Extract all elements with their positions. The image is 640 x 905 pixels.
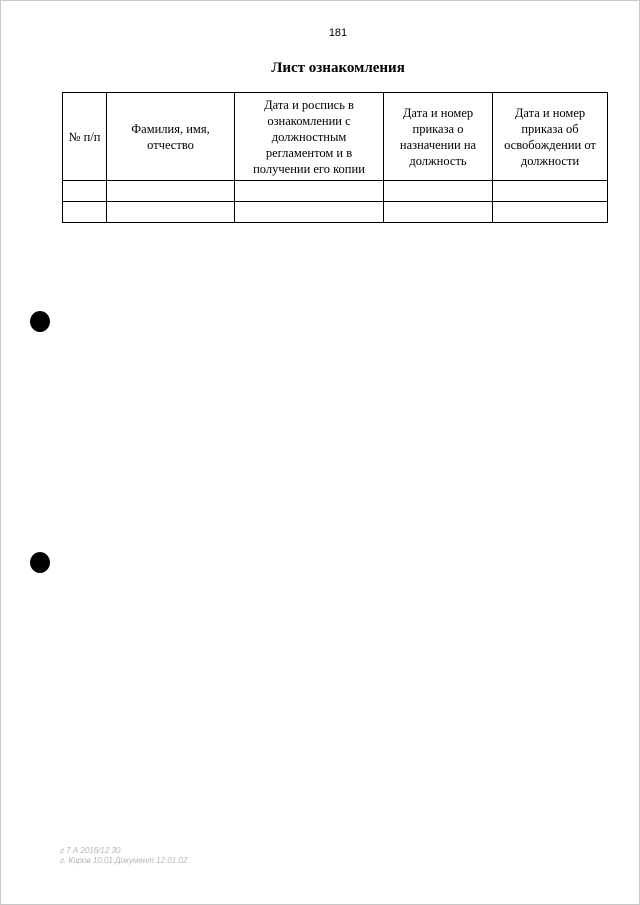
faded-stamp-line-1: г 7 А 2016/12 30 (60, 846, 121, 855)
table-cell[interactable] (235, 181, 384, 202)
table-cell[interactable] (493, 181, 608, 202)
faded-stamp-line-2: г. Киров 10.01.Документ 12.01.02 (60, 856, 188, 865)
header-number: № п/п (63, 93, 107, 181)
table-cell[interactable] (63, 202, 107, 223)
table-cell[interactable] (384, 181, 493, 202)
table-row (63, 181, 608, 202)
header-full-name: Фамилия, имя, отчество (107, 93, 235, 181)
table-cell[interactable] (63, 181, 107, 202)
table-cell[interactable] (493, 202, 608, 223)
header-appointment-order: Дата и номер приказа о назначении на должность (384, 93, 493, 181)
punch-hole-top (30, 311, 50, 332)
table-cell[interactable] (107, 202, 235, 223)
punch-hole-bottom (30, 552, 50, 573)
table-row (63, 202, 608, 223)
table-cell[interactable] (235, 202, 384, 223)
header-signature-date: Дата и роспись в ознакомлении с должностным регламентом и в получении его копии (235, 93, 384, 181)
page-title: Лист ознакомления (271, 60, 405, 76)
table-header-row (63, 93, 608, 181)
acknowledgment-table (62, 92, 608, 223)
table-cell[interactable] (107, 181, 235, 202)
header-dismissal-order: Дата и номер приказа об освобождении от должности (493, 93, 608, 181)
table-cell[interactable] (384, 202, 493, 223)
page-number: 181 (328, 27, 348, 39)
